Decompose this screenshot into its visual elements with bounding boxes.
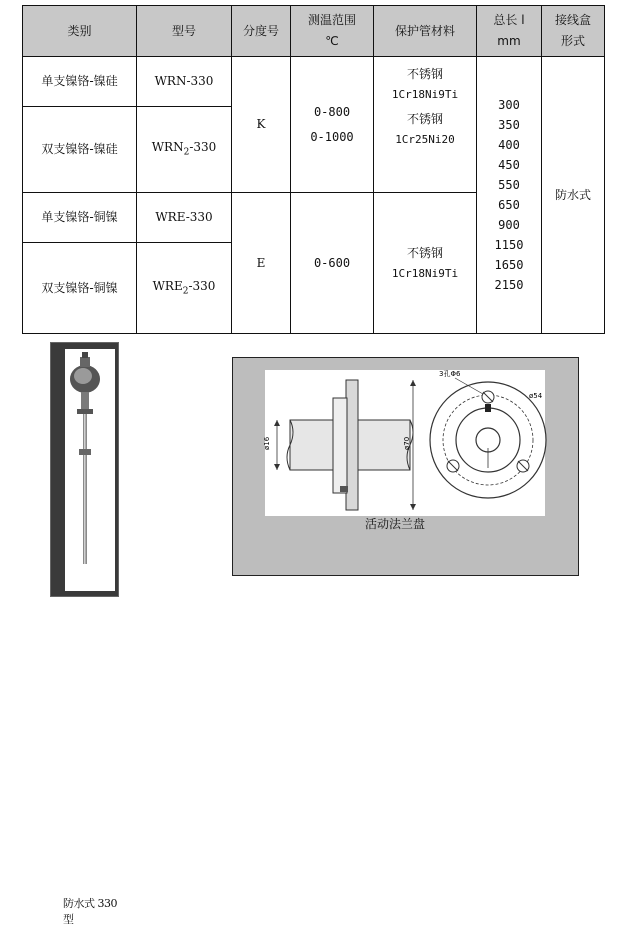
header-junction-line1: 接线盒 (554, 13, 591, 27)
length-cell (477, 57, 542, 334)
length-item: 1150 (494, 238, 524, 252)
dim-label-d16: ø16 (263, 436, 271, 450)
photo-background (65, 349, 115, 591)
label-holes: 3孔Φ6 (439, 370, 461, 378)
model-sub: 2 (183, 147, 190, 158)
length-item: 350 (498, 118, 520, 132)
model-cell (137, 107, 232, 193)
model-cell (137, 193, 232, 243)
model-base: WRE (152, 278, 183, 293)
cable-gland-shape (80, 357, 90, 367)
junction-cell: 防水式 (542, 57, 605, 334)
header-junction-line2: 形式 (560, 34, 585, 48)
header-length-unit: mm (497, 34, 521, 48)
flange-caption: 活动法兰盘 (365, 517, 426, 531)
temp-k-1: 0-800 (313, 104, 351, 119)
material-2-name: 不锈钢 (406, 111, 443, 126)
model-cell (137, 243, 232, 334)
length-item: 450 (498, 158, 520, 172)
graduation-cell-e: E (232, 193, 291, 334)
spec-table (22, 5, 605, 334)
category-cell: 单支镍铬-铜镍 (23, 193, 137, 243)
length-item: 400 (498, 138, 520, 152)
material-cell-3 (374, 193, 477, 334)
key-slot-shape (485, 404, 491, 412)
model-tail: -330 (185, 210, 213, 224)
category-cell: 双支镍铬-铜镍 (23, 243, 137, 334)
photo-caption: 防水式 330型 (63, 897, 117, 926)
flange-diagram-panel (232, 357, 579, 576)
model-base: WRN (154, 74, 187, 88)
header-length (477, 6, 542, 57)
flange-hub-side (333, 398, 347, 493)
model-sub: 2 (182, 286, 189, 297)
material-2-code: 1Cr25Ni20 (395, 132, 455, 146)
junction-box-highlight (74, 368, 92, 384)
header-temp-unit: ℃ (325, 34, 339, 48)
protection-tube-highlight (84, 414, 86, 564)
temp-cell-e: 0-600 (291, 193, 374, 334)
header-temp-range-text: 测温范围 (307, 13, 356, 27)
table-row (23, 57, 605, 107)
header-junction (542, 6, 605, 57)
length-item: 650 (498, 198, 520, 212)
model-cell (137, 57, 232, 107)
length-item: 900 (498, 218, 520, 232)
category-cell: 单支镍铬-镍硅 (23, 57, 137, 107)
model-base: WRN (151, 140, 184, 155)
dim-label-d70: ø70 (403, 436, 411, 450)
label-d54: ø54 (529, 392, 543, 400)
thermocouple-drawing (65, 349, 115, 591)
graduation-cell-k: K (232, 57, 291, 193)
material-1-name: 不锈钢 (406, 67, 443, 81)
temp-k-2: 0-1000 (310, 129, 354, 144)
header-category: 类别 (23, 6, 137, 57)
fitting-shape (77, 409, 93, 414)
header-length-text: 总长 l (493, 13, 525, 27)
material-cell-1 (374, 57, 477, 193)
category-cell: 双支镍铬-镍硅 (23, 107, 137, 193)
model-tail: -330 (189, 140, 217, 155)
model-tail: -330 (186, 74, 214, 88)
set-screw-shape (340, 486, 348, 492)
length-item: 550 (498, 178, 520, 192)
header-model: 型号 (137, 6, 232, 57)
flange-collar-shape (79, 449, 91, 455)
material-1-code: 1Cr18Ni9Ti (391, 88, 459, 101)
model-tail: -330 (188, 278, 216, 293)
header-row (23, 6, 605, 57)
header-graduation: 分度号 (232, 6, 291, 57)
model-base: WRE (155, 210, 186, 224)
length-item: 1650 (494, 258, 524, 272)
cable-gland-cap (82, 352, 88, 358)
header-material: 保护管材料 (374, 6, 477, 57)
temp-cell-k (291, 57, 374, 193)
length-item: 300 (498, 98, 520, 112)
material-3-code: 1Cr18Ni9Ti (391, 266, 459, 280)
material-3-name: 不锈钢 (406, 245, 443, 260)
length-list (477, 95, 541, 295)
flange-drawing (233, 358, 578, 575)
length-item: 2150 (494, 278, 524, 292)
thermocouple-photo (50, 342, 119, 926)
header-temp-range (291, 6, 374, 57)
